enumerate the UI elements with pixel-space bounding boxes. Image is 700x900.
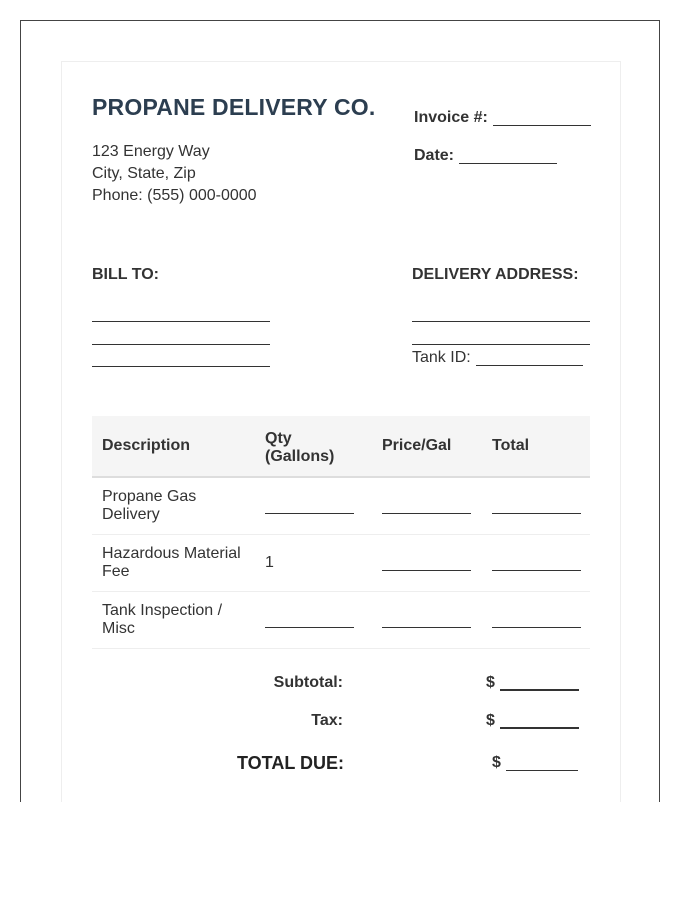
- bill-to-line-2[interactable]: [92, 344, 270, 345]
- date-row: [414, 147, 557, 165]
- total-blank[interactable]: [492, 513, 581, 514]
- company-address-line1: 123 Energy Way: [92, 143, 210, 160]
- column-header-qty-text: Qty (Gallons): [265, 430, 335, 465]
- delivery-address-label: DELIVERY ADDRESS:: [412, 266, 579, 283]
- tank-id-row: [412, 349, 583, 367]
- company-phone: Phone: (555) 000-0000: [92, 187, 257, 204]
- price-blank[interactable]: [382, 570, 471, 571]
- row-description: Hazardous Material Fee: [92, 535, 255, 592]
- subtotal-currency: $: [486, 674, 495, 691]
- subtotal-amount: [486, 674, 579, 692]
- subtotal-field[interactable]: [500, 688, 579, 691]
- line-items-table: [92, 416, 590, 649]
- table-row: [92, 535, 590, 592]
- column-header-total: Total: [482, 416, 590, 477]
- table-row: [92, 592, 590, 649]
- column-header-qty: [255, 416, 372, 477]
- row-description: Propane Gas Delivery: [92, 477, 255, 535]
- table-row: [92, 477, 590, 535]
- row-total-cell[interactable]: [482, 477, 590, 535]
- row-description: Tank Inspection / Misc: [92, 592, 255, 649]
- row-price-cell[interactable]: [372, 477, 482, 535]
- invoice-number-row: [414, 109, 591, 127]
- invoice-number-field[interactable]: [493, 124, 591, 126]
- date-field[interactable]: [459, 162, 557, 164]
- invoice-number-label: Invoice #:: [414, 109, 488, 126]
- tax-field[interactable]: [500, 726, 579, 729]
- row-total-cell[interactable]: [482, 535, 590, 592]
- date-label: Date:: [414, 147, 455, 164]
- total-blank[interactable]: [492, 627, 581, 628]
- total-due-currency: $: [492, 754, 501, 771]
- row-price-cell[interactable]: [372, 535, 482, 592]
- subtotal-label: Subtotal:: [273, 674, 343, 691]
- tax-currency: $: [486, 712, 495, 729]
- delivery-address-line-1[interactable]: [412, 321, 590, 322]
- row-price-cell[interactable]: [372, 592, 482, 649]
- total-blank[interactable]: [492, 570, 581, 571]
- delivery-address-line-2[interactable]: [412, 344, 590, 345]
- total-due-field[interactable]: [506, 769, 578, 771]
- tank-id-label: Tank ID:: [412, 349, 471, 366]
- row-qty-cell[interactable]: [255, 592, 372, 649]
- tax-label: Tax:: [311, 712, 343, 729]
- table-header-row: [92, 416, 590, 477]
- bill-to-line-3[interactable]: [92, 366, 270, 367]
- price-blank[interactable]: [382, 627, 471, 628]
- tax-amount: [486, 712, 579, 730]
- row-qty: 1: [255, 535, 372, 592]
- row-total-cell[interactable]: [482, 592, 590, 649]
- company-name: PROPANE DELIVERY CO.: [92, 94, 376, 120]
- bill-to-line-1[interactable]: [92, 321, 270, 322]
- row-qty-cell[interactable]: [255, 477, 372, 535]
- bill-to-label: BILL TO:: [92, 266, 159, 283]
- total-due-label: TOTAL DUE:: [237, 753, 344, 773]
- price-blank[interactable]: [382, 513, 471, 514]
- tank-id-field[interactable]: [476, 364, 583, 366]
- column-header-description: Description: [92, 416, 255, 477]
- qty-blank[interactable]: [265, 513, 354, 514]
- total-due-amount: [492, 754, 578, 772]
- company-address-line2: City, State, Zip: [92, 165, 196, 182]
- column-header-price: Price/Gal: [372, 416, 482, 477]
- qty-blank[interactable]: [265, 627, 354, 628]
